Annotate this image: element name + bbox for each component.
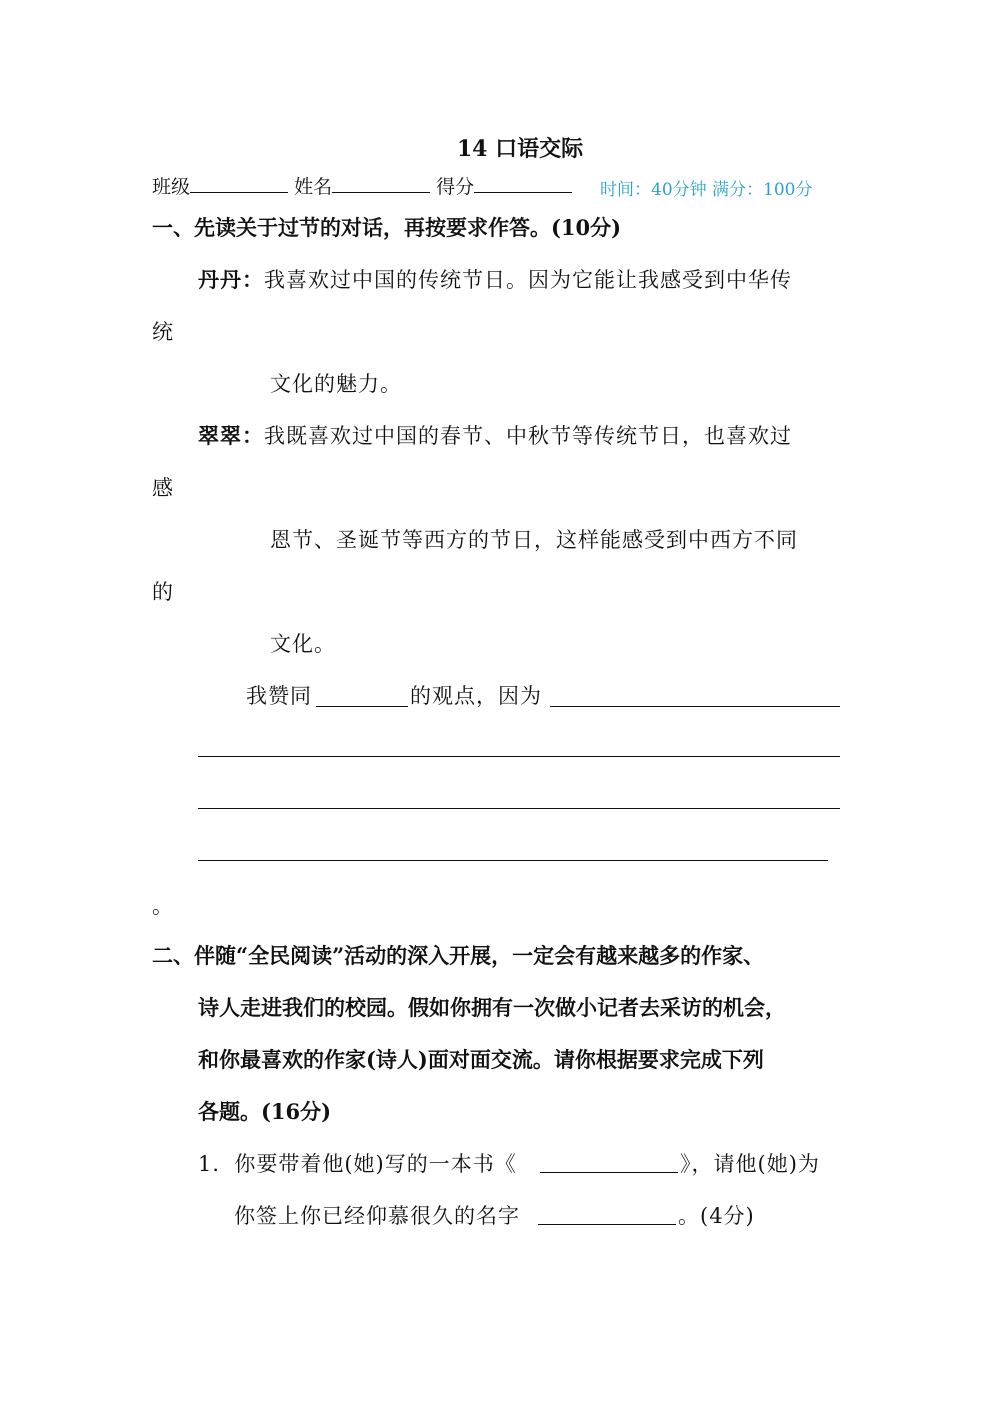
q1-line1-b: 》，请他(她)为 xyxy=(680,1152,820,1176)
dialogue-dandan-line1 xyxy=(198,264,792,294)
q1-line1-a: 1．你要带着他(她)写的一本书《 xyxy=(198,1152,517,1176)
dandan-text-2: 文化的魅力。 xyxy=(270,372,402,396)
name-blank[interactable] xyxy=(332,174,430,193)
q1-line2-b: 。(4分) xyxy=(678,1204,755,1228)
dandan-text-1: 我喜欢过中国的传统节日。因为它能让我感受到中华传 xyxy=(264,268,792,292)
reason-blank-1[interactable] xyxy=(550,706,840,707)
cuicui-wrap-char-1: 感 xyxy=(152,476,174,500)
cuicui-text-2: 恩节、圣诞节等西方的节日，这样能感受到中西方不同 xyxy=(270,528,798,552)
section1-heading: 一、先读关于过节的对话，再按要求作答。(10分) xyxy=(152,215,622,240)
cuicui-text-1: 我既喜欢过中国的春节、中秋节等传统节日，也喜欢过 xyxy=(264,424,792,448)
class-blank[interactable] xyxy=(190,174,288,193)
speaker-dandan: 丹丹： xyxy=(198,267,264,292)
score-blank[interactable] xyxy=(474,174,572,193)
agree-name-blank[interactable] xyxy=(316,706,408,707)
time-score-info: 时间：40分钟 满分：100分 xyxy=(600,180,813,200)
reason-blank-3[interactable] xyxy=(198,808,840,809)
reason-blank-4[interactable] xyxy=(198,860,828,861)
section2-heading-line1: 二、伴随“全民阅读”活动的深入开展，一定会有越来越多的作家、 xyxy=(152,943,765,968)
agree-prompt-b: 的观点，因为 xyxy=(410,684,542,708)
page-title: 14 口语交际 xyxy=(456,136,584,162)
cuicui-wrap-char-2: 的 xyxy=(152,580,174,604)
section2-heading-line4: 各题。(16分) xyxy=(198,1099,332,1124)
agree-prompt-a: 我赞同 xyxy=(246,684,312,708)
dialogue-cuicui-line1 xyxy=(198,420,792,450)
dandan-wrap-char: 统 xyxy=(152,320,174,344)
reason-blank-2[interactable] xyxy=(198,756,840,757)
name-label: 姓名 xyxy=(294,176,333,198)
q1-line2-a: 你签上你已经仰慕很久的名字 xyxy=(234,1204,520,1228)
class-label: 班级 xyxy=(152,176,191,198)
student-info-row xyxy=(152,172,572,199)
signature-name-blank[interactable] xyxy=(538,1224,676,1225)
cuicui-text-3: 文化。 xyxy=(270,632,336,656)
end-period: 。 xyxy=(152,894,174,918)
section2-heading-line2: 诗人走进我们的校园。假如你拥有一次做小记者去采访的机会， xyxy=(198,995,786,1020)
book-title-blank[interactable] xyxy=(540,1172,678,1173)
speaker-cuicui: 翠翠： xyxy=(198,423,264,448)
section2-heading-line3: 和你最喜欢的作家(诗人)面对面交流。请你根据要求完成下列 xyxy=(198,1047,764,1072)
score-label: 得分 xyxy=(436,176,475,198)
